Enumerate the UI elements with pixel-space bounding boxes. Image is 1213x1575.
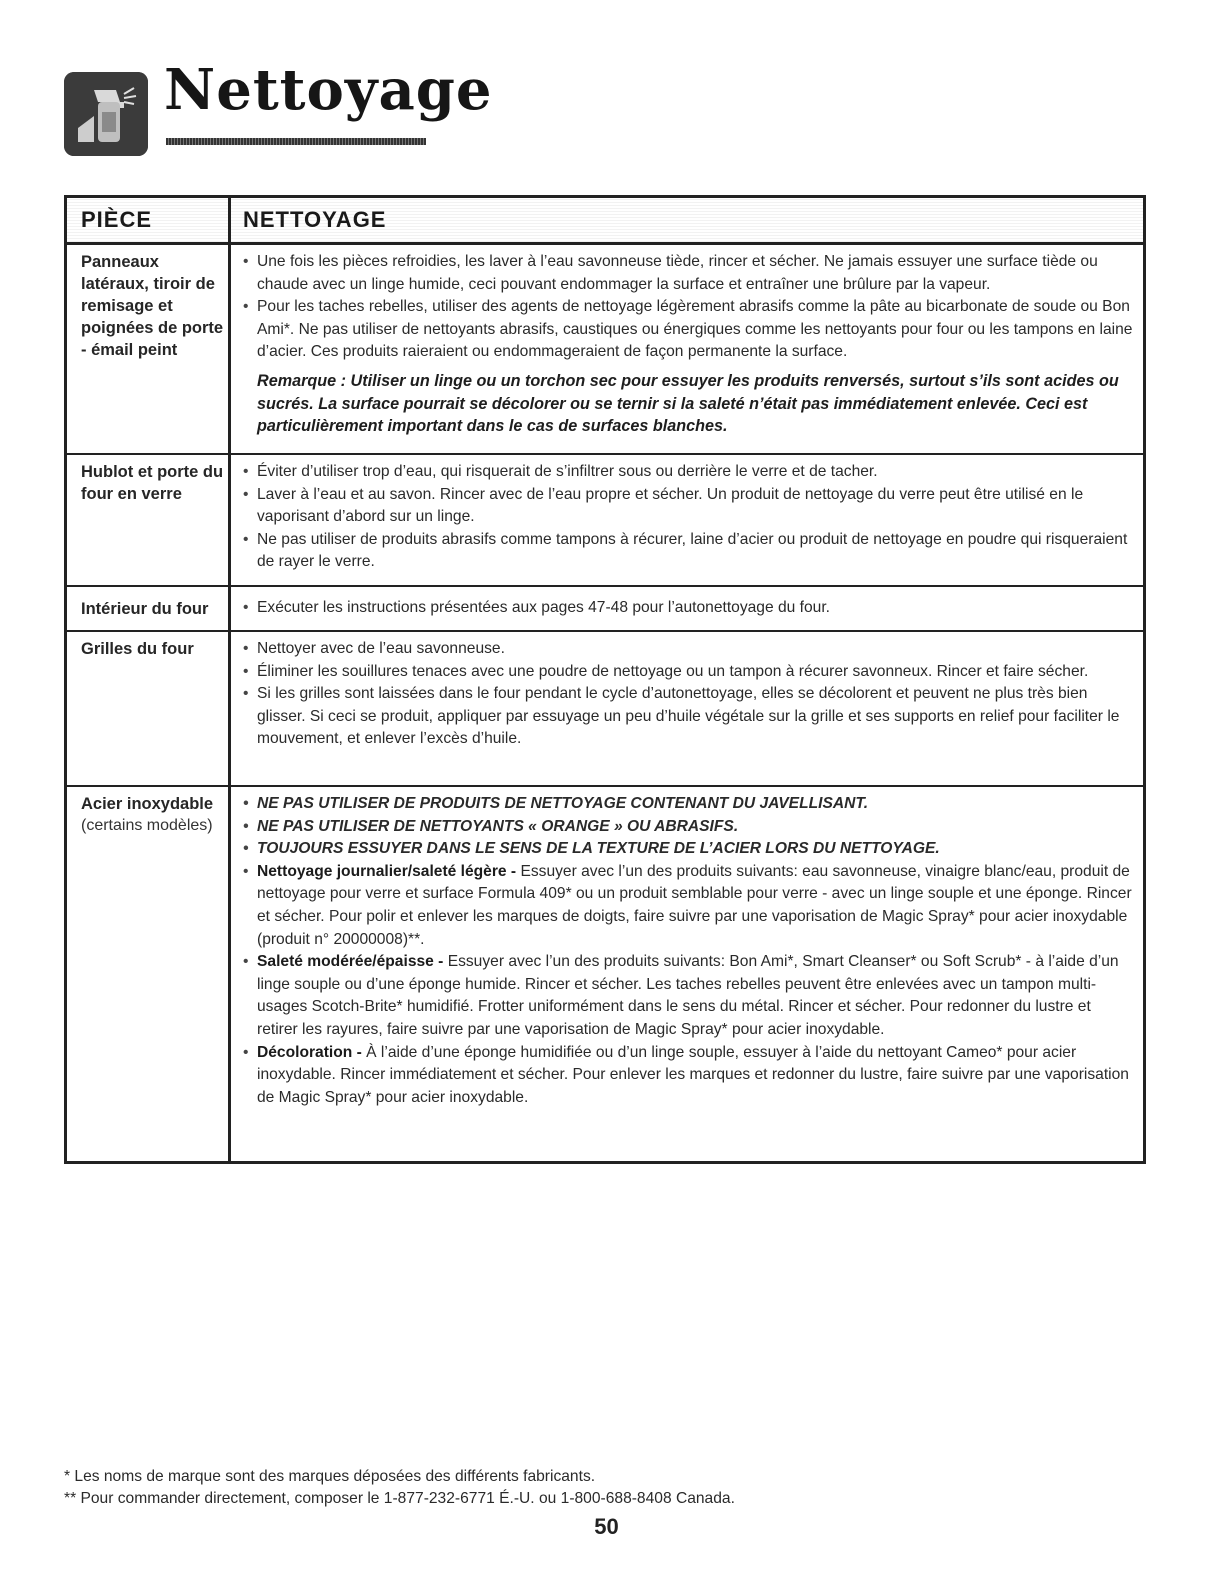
list-item xyxy=(243,861,1133,951)
list-item: • Exécuter les instructions présentées aux pages 47-48 pour l’autonettoyage du four. xyxy=(243,597,830,620)
cleaning-table xyxy=(64,195,1146,1164)
part-label: Hublot et porte du four en verre xyxy=(81,463,224,503)
footnotes xyxy=(64,1466,735,1510)
list-item: • Laver à l’eau et au savon. Rincer avec de l’eau propre et sécher. Un produit de nettoyage du verre peut être utilisé en le vaporisant d’abord sur un linge. xyxy=(243,484,1133,529)
footnote: ** Pour commander directement, composer le 1-877-232-6771 É.-U. ou 1-800-688-8408 Canada. xyxy=(64,1490,735,1507)
note: Remarque : Utiliser un linge ou un torchon sec pour essuyer les produits renversés, surtout s’ils sont acides ou sucrés. La surface pourrait se décolorer ou se ternir si la saleté n’était pas immédiatement enlevée. Ceci est particulièrement important dans le cas de surfaces blanches. xyxy=(257,371,1119,436)
list-item: • Une fois les pièces refroidies, les laver à l’eau savonneuse tiède, rincer et sécher. Ne jamais essuyer une surface tiède ou chaude avec un linge humide, ceci pouvant endommager la surface et entraîner une brûlure par la vapeur. xyxy=(243,251,1133,296)
table-row xyxy=(67,587,1143,632)
warning-item: • NE PAS UTILISER DE PRODUITS DE NETTOYAGE CONTENANT DU JAVELLISANT. xyxy=(243,793,1133,816)
column-header-part: PIÈCE xyxy=(67,198,231,242)
part-sub: (certains modèles) xyxy=(81,817,213,834)
title-underline xyxy=(166,138,426,145)
item-lead: Décoloration - xyxy=(257,1043,362,1061)
page-title: Nettoyage xyxy=(164,57,493,123)
warning-item: • NE PAS UTILISER DE NETTOYANTS « ORANGE » OU ABRASIFS. xyxy=(243,816,1133,839)
cleaning-spray-icon xyxy=(64,72,148,156)
list-item: • Si les grilles sont laissées dans le four pendant le cycle d’autonettoyage, elles se décolorent et peuvent ne plus très bien glisser. Si ceci se produit, appliquer par essuyage un peu d’huile végétale sur la grille et ses supports en relief pour faciliter le mouvement, et enlever l’excès d’huile. xyxy=(243,683,1133,751)
page-number: 50 xyxy=(594,1514,619,1539)
table-row xyxy=(67,787,1143,1161)
column-header-cleaning: NETTOYAGE xyxy=(231,198,1143,242)
list-item: • Nettoyer avec de l’eau savonneuse. xyxy=(243,638,1133,661)
table-header-row xyxy=(67,198,1143,245)
footnote: * Les noms de marque sont des marques déposées des différents fabricants. xyxy=(64,1468,596,1485)
table-row xyxy=(67,245,1143,455)
list-item xyxy=(243,951,1133,1041)
part-label xyxy=(81,787,228,837)
warning-item: • TOUJOURS ESSUYER DANS LE SENS DE LA TEXTURE DE L’ACIER LORS DU NETTOYAGE. xyxy=(243,838,1133,861)
list-item xyxy=(243,1042,1133,1110)
item-lead: Saleté modérée/épaisse - xyxy=(257,953,444,971)
part-label: Grilles du four xyxy=(81,640,194,658)
part-name: Acier inoxydable xyxy=(81,795,214,813)
part-label: Panneaux latéraux, tiroir de remisage et poignées de porte - émail peint xyxy=(81,253,224,359)
list-item: • Éviter d’utiliser trop d’eau, qui risquerait de s’infiltrer sous ou derrière le verre et de tacher. xyxy=(243,461,1133,484)
table-row xyxy=(67,455,1143,587)
table-row xyxy=(67,632,1143,787)
item-text: Essuyer avec l’un des produits suivants: Bon Ami*, Smart Cleanser* ou Soft Scrub* - à l’aide d’un linge souple ou d’une éponge humide. Rincer et sécher. Les taches rebelles peuvent être enlevées avec un tampon multi-usages Scotch-Brite* humidifié. Frotter uniformément dans le sens du métal. Rincer et sécher. Pour redonner du lustre et retirer les rayures, faire suivre par une vaporisation de Magic Spray* pour acier inoxydable. xyxy=(257,953,1119,1038)
item-lead: Nettoyage journalier/saleté légère - xyxy=(257,862,517,880)
list-item: • Ne pas utiliser de produits abrasifs comme tampons à récurer, laine d’acier ou produit de nettoyage en poudre qui risqueraient de rayer le verre. xyxy=(243,529,1133,574)
list-item: • Pour les taches rebelles, utiliser des agents de nettoyage légèrement abrasifs comme la pâte au bicarbonate de soude ou Bon Ami*. Ne pas utiliser de nettoyants abrasifs, caustiques ou énergiques comme les nettoyants pour four ou les tampons en laine d’acier. Ces produits raieraient ou endommageraient de façon permanente la surface. xyxy=(243,296,1133,364)
part-label: Intérieur du four xyxy=(81,599,209,618)
item-text: À l’aide d’une éponge humidifiée ou d’un linge souple, essuyer à l’aide du nettoyant Cameo* pour acier inoxydable. Rincer immédiatement et sécher. Pour enlever les marques et redonner du lustre, faire suivre par une vaporisation de Magic Spray* pour acier inoxydable. xyxy=(257,1043,1129,1106)
list-item: • Éliminer les souillures tenaces avec une poudre de nettoyage ou un tampon à récurer savonneux. Rincer et faire sécher. xyxy=(243,661,1133,684)
item-text: Essuyer avec l’un des produits suivants: eau savonneuse, vinaigre blanc/eau, produit de nettoyage pour verre et surface Formula 409* ou un produit semblable pour verre - avec un linge souple et une éponge. Rincer et sécher. Pour polir et enlever les marques de doigts, faire suivre par une vaporisation de Magic Spray* pour acier inoxydable (produit n° 20000008)**. xyxy=(257,862,1132,948)
